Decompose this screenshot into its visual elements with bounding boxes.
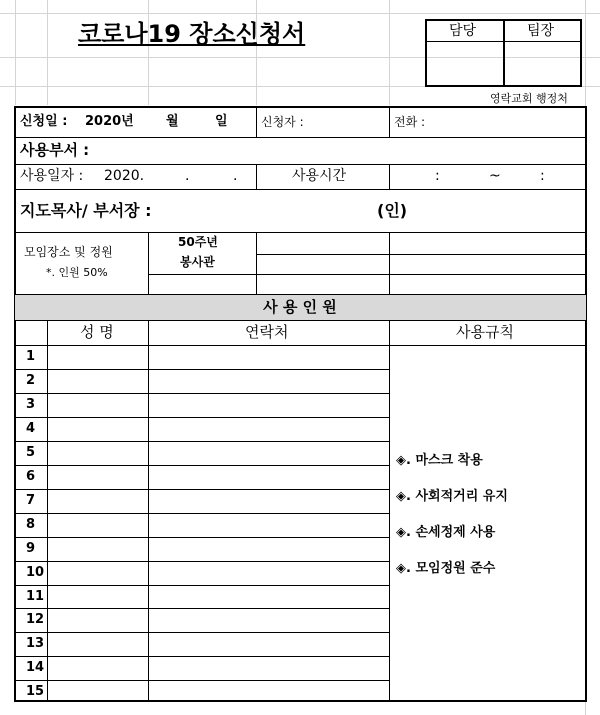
rule-item: ◈. 모임정원 준수 (396, 561, 496, 576)
row-line (15, 189, 586, 190)
form-frame (14, 106, 587, 702)
table-row-line (15, 608, 389, 609)
table-row-line (15, 441, 389, 442)
use-date-dot: . (185, 168, 190, 184)
row-line (15, 232, 586, 233)
col-line (389, 232, 390, 294)
applicant-label: 신청자 : (261, 115, 304, 129)
use-time-colon: : (435, 168, 440, 184)
row-number: 3 (26, 397, 36, 412)
row-line (15, 164, 586, 165)
table-row-line (15, 489, 389, 490)
date-month: 월 (166, 114, 179, 129)
office-name: 영락교회 행정처 (490, 92, 568, 105)
row-number: 5 (26, 445, 36, 460)
approval-label-leader: 팀장 (527, 23, 555, 39)
table-row-line (15, 561, 389, 562)
col-line (148, 232, 149, 294)
row-number: 4 (26, 421, 36, 436)
col-line (389, 106, 390, 137)
place-name: 봉사관 (180, 255, 215, 269)
row-number: 14 (26, 660, 45, 675)
rule-item: ◈. 손세정제 사용 (396, 525, 496, 540)
table-row-line (15, 680, 389, 681)
use-date-label: 사용일자 : (20, 168, 84, 184)
col-name-header: 성 명 (80, 323, 114, 341)
place-label: 모임장소 및 정원 (24, 245, 113, 259)
approval-divider (503, 19, 505, 87)
gridline (0, 13, 600, 14)
row-line (256, 254, 586, 255)
col-rules-header: 사용규칙 (456, 323, 514, 341)
row-line (15, 345, 586, 346)
date-label: 신청일 : (20, 114, 68, 129)
row-number: 6 (26, 469, 36, 484)
gridline (256, 0, 257, 105)
table-row-line (15, 585, 389, 586)
row-number: 1 (26, 349, 36, 364)
table-row-line (15, 656, 389, 657)
use-time-colon: : (540, 168, 545, 184)
department-label: 사용부서 : (20, 141, 90, 159)
pastor-label: 지도목사/ 부서장 : (20, 201, 152, 220)
rule-item: ◈. 마스크 착용 (396, 453, 483, 468)
use-date-dot: . (233, 168, 238, 184)
row-line (148, 274, 586, 275)
place-note: *. 인원 50% (46, 266, 108, 279)
col-line (47, 320, 48, 702)
use-time-label: 사용시간 (292, 168, 347, 184)
row-number: 2 (26, 373, 36, 388)
gridline (389, 0, 390, 105)
row-number: 7 (26, 493, 36, 508)
rule-item: ◈. 사회적거리 유지 (396, 489, 508, 504)
row-number: 10 (26, 565, 45, 580)
col-contact-header: 연락처 (245, 323, 289, 341)
approval-label-staff: 담당 (449, 23, 477, 39)
col-line (256, 164, 257, 189)
row-number: 8 (26, 517, 36, 532)
row-line (15, 137, 586, 138)
gridline (47, 0, 48, 105)
col-line (256, 106, 257, 137)
table-row-line (15, 465, 389, 466)
date-year: 2020년 (85, 114, 134, 129)
row-number: 9 (26, 541, 36, 556)
date-day: 일 (215, 114, 228, 129)
table-row-line (15, 537, 389, 538)
table-row-line (15, 417, 389, 418)
place-name: 50주년 (178, 235, 218, 249)
gridline (148, 0, 149, 105)
col-line (389, 164, 390, 189)
row-number: 13 (26, 636, 45, 651)
use-time-tilde: ~ (489, 168, 501, 184)
row-number: 11 (26, 589, 45, 604)
seal-label: (인) (377, 201, 408, 220)
table-row-line (15, 393, 389, 394)
col-line (389, 320, 390, 702)
row-number: 12 (26, 612, 45, 627)
table-row-line (15, 369, 389, 370)
col-line (148, 320, 149, 702)
use-date-value: 2020. (104, 168, 145, 184)
col-line (256, 232, 257, 294)
users-section-title: 사 용 인 원 (263, 298, 337, 316)
phone-label: 전화 : (394, 115, 426, 129)
table-row-line (15, 513, 389, 514)
form-title: 코로나19 장소신청서 (78, 20, 306, 48)
approval-divider (425, 41, 582, 42)
row-line (15, 320, 586, 321)
table-row-line (15, 632, 389, 633)
gridline (15, 0, 16, 105)
row-number: 15 (26, 684, 45, 699)
